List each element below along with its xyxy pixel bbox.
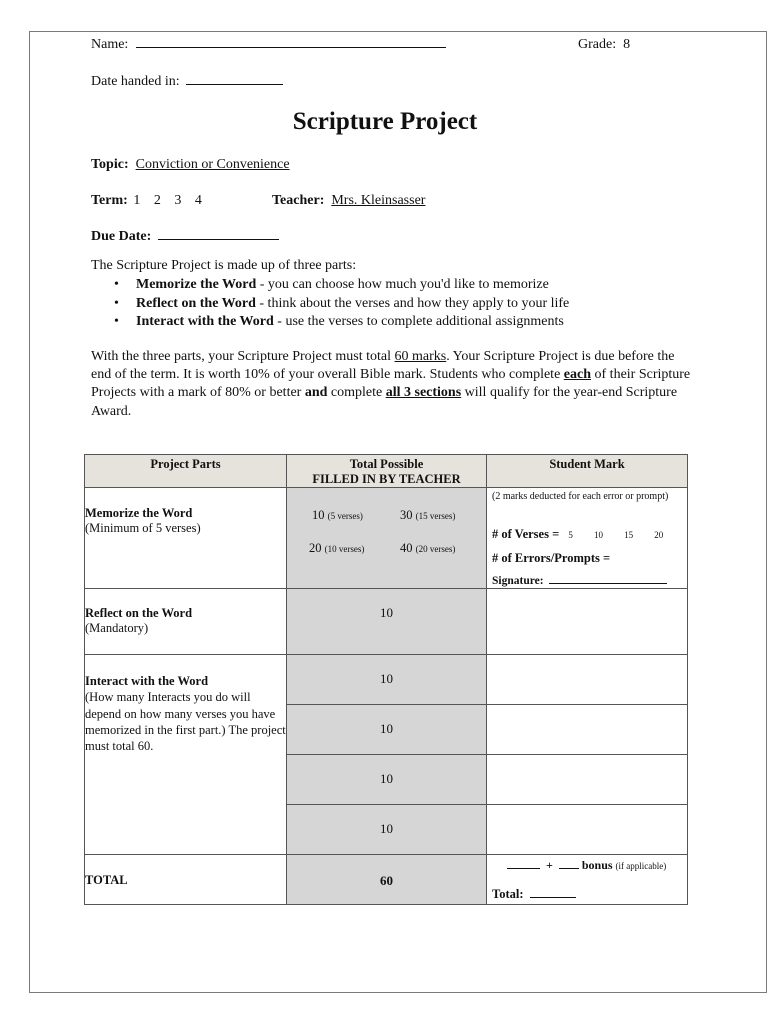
topic xyxy=(91,157,290,173)
total-label: TOTAL xyxy=(85,855,287,905)
interact-cell: Interact with the Word (How many Interacts you do will depend on how many verses you have memorized in the first part.) The project must total 60. xyxy=(85,655,287,855)
memorize-student-cell[interactable]: (2 marks deducted for each error or prompt) # of Verses = 5 10 15 20 # of Errors/Prompts = Signature: xyxy=(487,488,688,589)
teacher xyxy=(272,193,425,209)
interact-total: 10 xyxy=(287,805,487,855)
reflect-total: 10 xyxy=(287,589,487,655)
header-total-possible: Total Possible FILLED IN BY TEACHER xyxy=(287,455,487,488)
term-option[interactable]: 1 xyxy=(133,193,141,208)
term xyxy=(91,193,202,209)
bonus-row[interactable]: + bonus (if applicable) xyxy=(507,858,666,873)
project-table xyxy=(84,454,688,905)
due-date[interactable] xyxy=(91,229,279,245)
header-student-mark: Student Mark xyxy=(487,455,688,488)
description-paragraph: With the three parts, your Scripture Project must total 60 marks. Your Scripture Project is due before the end of the term. It is worth 10% of your overall Bible mark. Students who complete each of their Scripture Projects with a mark of 80% or better and complete all 3 sections will qualify for the year-end Scripture Award. xyxy=(91,349,691,419)
verse-count-option[interactable]: 10 xyxy=(593,530,603,540)
parts-list xyxy=(92,276,569,332)
date-line[interactable] xyxy=(186,84,283,85)
grade-label: Grade: xyxy=(578,37,617,52)
header-project-parts: Project Parts xyxy=(85,455,287,488)
final-total[interactable]: Total: xyxy=(492,887,576,902)
interact-total: 10 xyxy=(287,705,487,755)
name-line[interactable] xyxy=(136,47,446,48)
term-label: Term: xyxy=(91,193,128,208)
list-item: • Interact with the Word - use the verses to complete additional assignments xyxy=(92,313,569,332)
verse-count-option[interactable]: 5 xyxy=(568,530,573,540)
interact-student-mark[interactable] xyxy=(487,705,688,755)
reflect-student-mark[interactable] xyxy=(487,589,688,655)
verse-count-option[interactable]: 20 xyxy=(654,530,664,540)
option-10: 10 (5 verses) xyxy=(312,508,363,522)
grade-value: 8 xyxy=(623,37,631,52)
grade xyxy=(578,37,630,53)
due-date-line[interactable] xyxy=(158,239,279,240)
term-option[interactable]: 3 xyxy=(174,193,182,208)
memorize-cell: Memorize the Word (Minimum of 5 verses) xyxy=(85,488,287,589)
reflect-cell: Reflect on the Word (Mandatory) xyxy=(85,589,287,655)
teacher-label: Teacher: xyxy=(272,193,325,208)
memorize-total-cell xyxy=(287,488,487,589)
date-handed-in[interactable] xyxy=(91,74,283,90)
due-date-label: Due Date: xyxy=(91,229,152,244)
signature-row[interactable]: Signature: xyxy=(492,575,667,587)
interact-total: 10 xyxy=(287,755,487,805)
interact-student-mark[interactable] xyxy=(487,655,688,705)
option-30: 30 (15 verses) xyxy=(400,508,456,522)
topic-value: Conviction or Convenience xyxy=(135,157,290,172)
verses-row: # of Verses = 5 10 15 20 xyxy=(492,527,664,541)
teacher-value: Mrs. Kleinsasser xyxy=(331,193,426,208)
page-title: Scripture Project xyxy=(292,108,478,135)
list-item: • Memorize the Word - you can choose how much you'd like to memorize xyxy=(92,276,569,295)
interact-student-mark[interactable] xyxy=(487,755,688,805)
term-option[interactable]: 2 xyxy=(153,193,161,208)
topic-label: Topic: xyxy=(91,157,129,172)
total-student-cell[interactable] xyxy=(487,855,688,905)
name-field[interactable] xyxy=(91,37,446,53)
interact-student-mark[interactable] xyxy=(487,805,688,855)
option-20: 20 (10 verses) xyxy=(309,541,365,555)
errors-label: # of Errors/Prompts = xyxy=(492,551,611,565)
intro-text: The Scripture Project is made up of three parts: xyxy=(91,258,357,273)
date-label: Date handed in: xyxy=(91,74,180,89)
total-mark: 60 xyxy=(287,855,487,905)
name-label: Name: xyxy=(91,37,129,52)
total-line[interactable] xyxy=(530,897,576,898)
verse-count-option[interactable]: 15 xyxy=(624,530,634,540)
interact-total: 10 xyxy=(287,655,487,705)
term-option[interactable]: 4 xyxy=(194,193,202,208)
signature-line[interactable] xyxy=(549,583,667,584)
option-40: 40 (20 verses) xyxy=(400,541,456,555)
list-item: • Reflect on the Word - think about the verses and how they apply to your life xyxy=(92,295,569,314)
